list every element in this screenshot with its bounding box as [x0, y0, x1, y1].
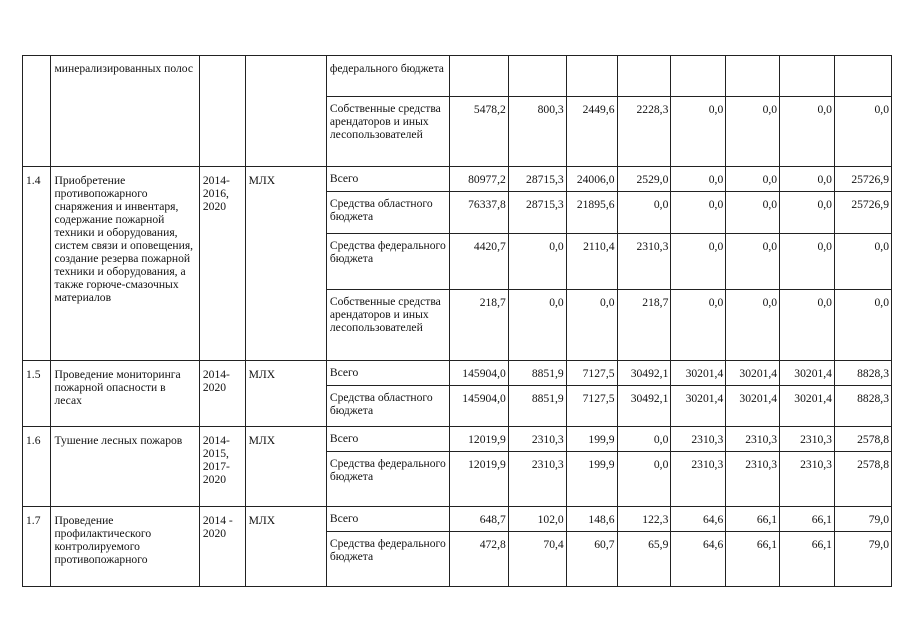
value-cell: [671, 56, 726, 97]
value-cell: 0,0: [671, 167, 726, 192]
value-cell: 12019,9: [449, 452, 508, 507]
value-cell: 66,1: [726, 532, 780, 587]
item-executor: [245, 56, 326, 167]
value-cell: 4420,7: [449, 234, 508, 290]
item-period: 2014-2020: [199, 361, 245, 427]
value-cell: 122,3: [617, 507, 671, 532]
funding-source: Всего: [326, 427, 449, 452]
value-cell: 0,0: [780, 192, 835, 234]
value-cell: 0,0: [780, 167, 835, 192]
value-cell: 0,0: [834, 290, 891, 361]
value-cell: 0,0: [834, 234, 891, 290]
funding-source: Всего: [326, 507, 449, 532]
funding-source: Всего: [326, 167, 449, 192]
program-table: [22, 55, 892, 587]
value-cell: 12019,9: [449, 427, 508, 452]
value-cell: 25726,9: [834, 192, 891, 234]
item-name: Проведение профилактического контролируемого противопожарного: [51, 507, 199, 587]
item-name: Тушение лесных пожаров: [51, 427, 199, 507]
item-period: 2014-2016, 2020: [199, 167, 245, 361]
value-cell: 2310,3: [780, 427, 835, 452]
value-cell: 7127,5: [566, 386, 617, 427]
value-cell: [508, 56, 566, 97]
value-cell: 30201,4: [726, 386, 780, 427]
value-cell: 66,1: [726, 507, 780, 532]
funding-source: Собственные средства арендаторов и иных лесопользователей: [326, 97, 449, 167]
value-cell: 79,0: [834, 507, 891, 532]
item-executor: МЛХ: [245, 507, 326, 587]
value-cell: 0,0: [508, 290, 566, 361]
funding-source: Средства федерального бюджета: [326, 452, 449, 507]
value-cell: 79,0: [834, 532, 891, 587]
value-cell: 76337,8: [449, 192, 508, 234]
value-cell: 0,0: [726, 290, 780, 361]
value-cell: 102,0: [508, 507, 566, 532]
value-cell: 2110,4: [566, 234, 617, 290]
value-cell: 0,0: [726, 234, 780, 290]
funding-source: Средства федерального бюджета: [326, 532, 449, 587]
value-cell: 30492,1: [617, 361, 671, 386]
value-cell: 2310,3: [726, 452, 780, 507]
value-cell: 2578,8: [834, 452, 891, 507]
funding-source: Всего: [326, 361, 449, 386]
item-number: 1.5: [23, 361, 51, 427]
value-cell: 0,0: [566, 290, 617, 361]
value-cell: 0,0: [617, 192, 671, 234]
value-cell: 8851,9: [508, 386, 566, 427]
value-cell: 25726,9: [834, 167, 891, 192]
value-cell: 7127,5: [566, 361, 617, 386]
funding-source: федерального бюджета: [326, 56, 449, 97]
value-cell: 0,0: [726, 97, 780, 167]
value-cell: 0,0: [671, 192, 726, 234]
value-cell: 145904,0: [449, 386, 508, 427]
value-cell: 30201,4: [780, 361, 835, 386]
value-cell: 2310,3: [508, 427, 566, 452]
value-cell: 30201,4: [671, 361, 726, 386]
value-cell: 60,7: [566, 532, 617, 587]
value-cell: [780, 56, 835, 97]
item-number: 1.6: [23, 427, 51, 507]
value-cell: 66,1: [780, 532, 835, 587]
item-period: 2014-2015, 2017-2020: [199, 427, 245, 507]
value-cell: 218,7: [617, 290, 671, 361]
value-cell: 199,9: [566, 452, 617, 507]
item-number: [23, 56, 51, 167]
value-cell: 21895,6: [566, 192, 617, 234]
value-cell: 2310,3: [671, 427, 726, 452]
value-cell: 2228,3: [617, 97, 671, 167]
value-cell: 8828,3: [834, 361, 891, 386]
value-cell: 472,8: [449, 532, 508, 587]
value-cell: 64,6: [671, 532, 726, 587]
item-period: [199, 56, 245, 167]
value-cell: 2529,0: [617, 167, 671, 192]
value-cell: 0,0: [617, 427, 671, 452]
item-name: Приобретение противопожарного снаряжения и инвентаря, содержание пожарной техники и оборудования, систем связи и оповещения, создание резерва пожарной техники и оборудования, а также горюче-смазочных материалов: [51, 167, 199, 361]
value-cell: 24006,0: [566, 167, 617, 192]
value-cell: [617, 56, 671, 97]
value-cell: 30201,4: [671, 386, 726, 427]
item-name: минерализированных полос: [51, 56, 199, 167]
value-cell: 30201,4: [780, 386, 835, 427]
funding-source: Средства областного бюджета: [326, 386, 449, 427]
funding-source: Средства областного бюджета: [326, 192, 449, 234]
value-cell: 8851,9: [508, 361, 566, 386]
value-cell: 0,0: [726, 167, 780, 192]
value-cell: [566, 56, 617, 97]
value-cell: 2578,8: [834, 427, 891, 452]
item-number: 1.7: [23, 507, 51, 587]
value-cell: 30492,1: [617, 386, 671, 427]
value-cell: 0,0: [671, 97, 726, 167]
value-cell: 28715,3: [508, 167, 566, 192]
value-cell: 0,0: [617, 452, 671, 507]
value-cell: 0,0: [780, 97, 835, 167]
value-cell: 64,6: [671, 507, 726, 532]
value-cell: [834, 56, 891, 97]
value-cell: 218,7: [449, 290, 508, 361]
value-cell: 0,0: [508, 234, 566, 290]
value-cell: 2310,3: [780, 452, 835, 507]
item-executor: МЛХ: [245, 167, 326, 361]
item-name: Проведение мониторинга пожарной опасности в лесах: [51, 361, 199, 427]
value-cell: 66,1: [780, 507, 835, 532]
value-cell: 0,0: [726, 192, 780, 234]
funding-source: Средства федерального бюджета: [326, 234, 449, 290]
item-executor: МЛХ: [245, 361, 326, 427]
value-cell: 199,9: [566, 427, 617, 452]
value-cell: 0,0: [780, 290, 835, 361]
value-cell: 2449,6: [566, 97, 617, 167]
value-cell: 80977,2: [449, 167, 508, 192]
item-period: 2014 - 2020: [199, 507, 245, 587]
item-number: 1.4: [23, 167, 51, 361]
item-executor: МЛХ: [245, 427, 326, 507]
value-cell: 145904,0: [449, 361, 508, 386]
value-cell: 2310,3: [508, 452, 566, 507]
value-cell: [449, 56, 508, 97]
value-cell: 5478,2: [449, 97, 508, 167]
value-cell: 70,4: [508, 532, 566, 587]
value-cell: 28715,3: [508, 192, 566, 234]
value-cell: [726, 56, 780, 97]
value-cell: 148,6: [566, 507, 617, 532]
value-cell: 65,9: [617, 532, 671, 587]
value-cell: 800,3: [508, 97, 566, 167]
value-cell: 0,0: [671, 290, 726, 361]
value-cell: 8828,3: [834, 386, 891, 427]
funding-source: Собственные средства арендаторов и иных лесопользователей: [326, 290, 449, 361]
value-cell: 2310,3: [671, 452, 726, 507]
value-cell: 0,0: [671, 234, 726, 290]
value-cell: 648,7: [449, 507, 508, 532]
value-cell: 30201,4: [726, 361, 780, 386]
value-cell: 0,0: [780, 234, 835, 290]
value-cell: 2310,3: [726, 427, 780, 452]
value-cell: 0,0: [834, 97, 891, 167]
value-cell: 2310,3: [617, 234, 671, 290]
